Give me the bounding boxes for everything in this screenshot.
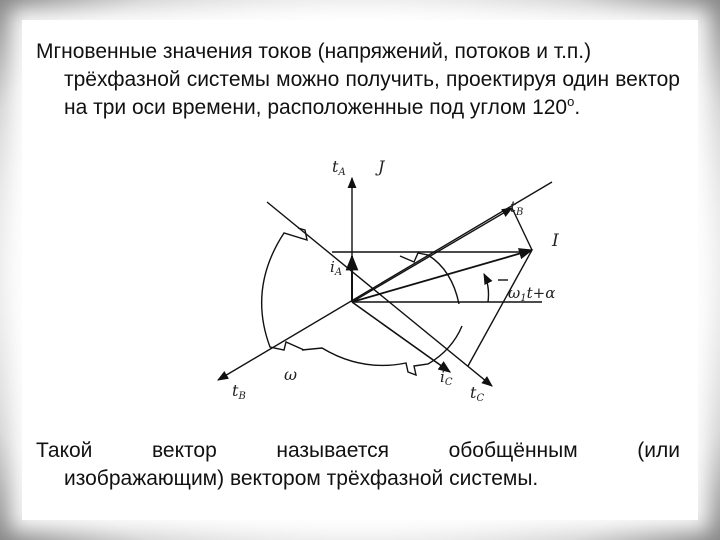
paragraph-intro-line1: Мгновенные значения токов (напряжений, потоков и т.п.): [36, 40, 592, 63]
projection-line-ic: [468, 250, 532, 366]
axis-tc: [267, 202, 492, 386]
paragraph-intro-text: трёхфазной системы можно получить, проектируя один вектор на три оси времени, расположенные под углом 120: [64, 68, 680, 119]
coil-outline-bottom: [302, 326, 462, 375]
label-ta: tA: [332, 157, 346, 178]
paragraph-definition-line2: изображающим) вектором трёхфазной системы.: [64, 467, 539, 490]
label-tb-top: $t_B$: [510, 198, 524, 218]
paragraph-definition-line1: Такой вектор называется обобщённым (или: [36, 439, 680, 462]
label-tb: tB: [232, 381, 246, 402]
label-j: J: [378, 157, 385, 176]
angle-arc: [484, 274, 489, 302]
coil-outline-right: [400, 253, 459, 304]
degree-mark: о: [567, 94, 575, 109]
paragraph-intro-period: .: [574, 96, 581, 119]
axis-tb: [218, 182, 552, 380]
label-tc: tC: [470, 383, 485, 404]
label-ic: $i_C$: [440, 368, 453, 388]
label-i: I: [552, 231, 559, 251]
label-ia: $i_A$: [330, 258, 343, 278]
paragraph-definition: [36, 437, 680, 493]
slide: [22, 20, 698, 520]
vector-ic: [352, 302, 450, 372]
label-angle: $\omega_1t+\alpha$: [508, 284, 556, 304]
label-omega: ω: [284, 365, 298, 384]
